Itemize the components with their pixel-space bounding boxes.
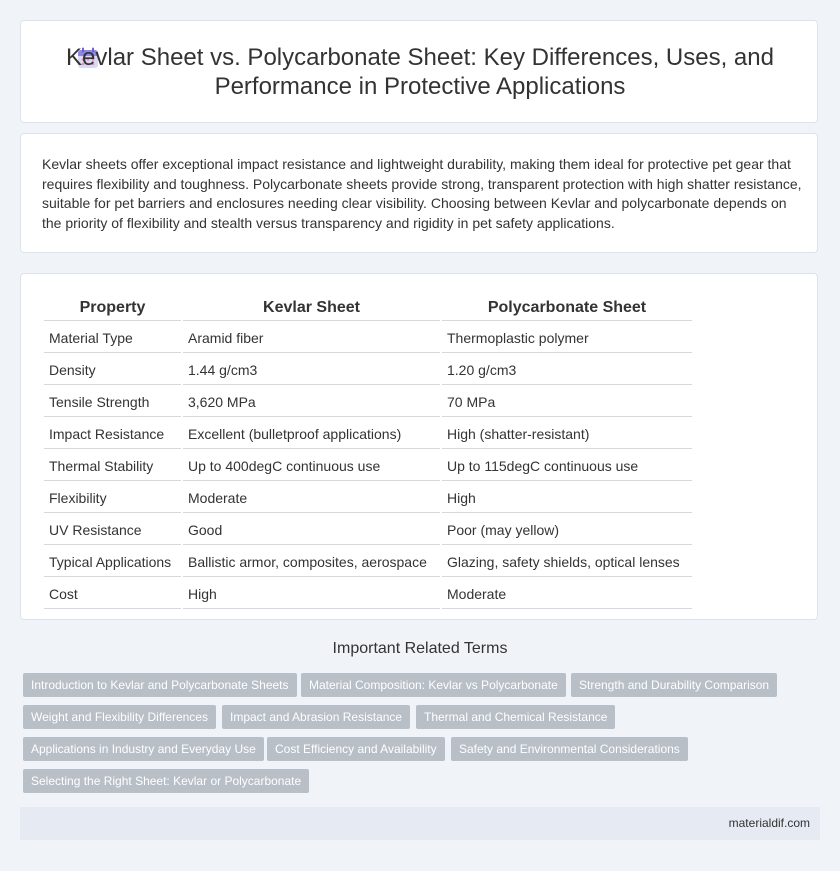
header-kevlar: Kevlar Sheet bbox=[183, 296, 440, 321]
related-tag[interactable]: Strength and Durability Comparison bbox=[571, 673, 777, 697]
intro-paragraph: Kevlar sheets offer exceptional impact resistance and lightweight durability, making them ideal for protective pet gear that requires flexibility and toughness. Polycarbonate sheets provide strong, transparent protection with high shatter resistance, suitable for pet barriers and enclosures needing clear visibility. Choosing between Kevlar and polycarbonate depends on the priority of flexibility and stealth versus transparency and rigidity in pet safety applications. bbox=[42, 156, 802, 231]
table-row bbox=[44, 515, 692, 545]
cell-kevlar: Ballistic armor, composites, aerospace bbox=[183, 547, 440, 577]
cell-property: Material Type bbox=[44, 323, 181, 353]
cell-kevlar: High bbox=[183, 579, 440, 609]
cell-polycarbonate: Poor (may yellow) bbox=[442, 515, 692, 545]
related-tag[interactable]: Material Composition: Kevlar vs Polycarbonate bbox=[301, 673, 566, 697]
cell-property: Cost bbox=[44, 579, 181, 609]
cell-kevlar: Excellent (bulletproof applications) bbox=[183, 419, 440, 449]
cell-polycarbonate: Thermoplastic polymer bbox=[442, 323, 692, 353]
related-tag[interactable]: Cost Efficiency and Availability bbox=[267, 737, 445, 761]
footer bbox=[20, 807, 820, 840]
cell-property: Tensile Strength bbox=[44, 387, 181, 417]
table-header-row bbox=[44, 296, 692, 321]
header-property: Property bbox=[44, 296, 181, 321]
cell-property: Density bbox=[44, 355, 181, 385]
header-polycarbonate: Polycarbonate Sheet bbox=[442, 296, 692, 321]
related-tag[interactable]: Introduction to Kevlar and Polycarbonate Sheets bbox=[23, 673, 297, 697]
cell-polycarbonate: Moderate bbox=[442, 579, 692, 609]
related-tag[interactable]: Selecting the Right Sheet: Kevlar or Polycarbonate bbox=[23, 769, 309, 793]
cell-polycarbonate: Up to 115degC continuous use bbox=[442, 451, 692, 481]
related-tag[interactable]: Safety and Environmental Considerations bbox=[451, 737, 688, 761]
related-tag[interactable]: Weight and Flexibility Differences bbox=[23, 705, 216, 729]
table-row bbox=[44, 451, 692, 481]
cell-kevlar: Aramid fiber bbox=[183, 323, 440, 353]
cell-property: Typical Applications bbox=[44, 547, 181, 577]
cell-polycarbonate: High (shatter-resistant) bbox=[442, 419, 692, 449]
related-tag[interactable]: Impact and Abrasion Resistance bbox=[222, 705, 410, 729]
table-row bbox=[44, 483, 692, 513]
related-tag[interactable]: Applications in Industry and Everyday Use bbox=[23, 737, 264, 761]
footer-site-link[interactable]: materialdif.com bbox=[728, 816, 810, 830]
comparison-table bbox=[42, 294, 694, 611]
cell-polycarbonate: 70 MPa bbox=[442, 387, 692, 417]
comparison-card bbox=[20, 273, 818, 620]
page-title: Kevlar Sheet vs. Polycarbonate Sheet: Key Differences, Uses, and Performance in Protective Applications bbox=[66, 44, 774, 100]
table-row bbox=[44, 323, 692, 353]
cell-polycarbonate: High bbox=[442, 483, 692, 513]
related-terms-heading: Important Related Terms bbox=[332, 640, 508, 657]
table-row bbox=[44, 579, 692, 609]
title-card bbox=[20, 20, 818, 123]
cell-kevlar: 1.44 g/cm3 bbox=[183, 355, 440, 385]
intro-card bbox=[20, 133, 818, 253]
cell-kevlar: Good bbox=[183, 515, 440, 545]
cell-property: Flexibility bbox=[44, 483, 181, 513]
cell-kevlar: Moderate bbox=[183, 483, 440, 513]
cell-kevlar: Up to 400degC continuous use bbox=[183, 451, 440, 481]
table-row bbox=[44, 419, 692, 449]
table-row bbox=[44, 355, 692, 385]
cell-polycarbonate: Glazing, safety shields, optical lenses bbox=[442, 547, 692, 577]
table-row bbox=[44, 387, 692, 417]
cell-property: UV Resistance bbox=[44, 515, 181, 545]
cell-property: Impact Resistance bbox=[44, 419, 181, 449]
cell-kevlar: 3,620 MPa bbox=[183, 387, 440, 417]
cell-property: Thermal Stability bbox=[44, 451, 181, 481]
table-row bbox=[44, 547, 692, 577]
cell-polycarbonate: 1.20 g/cm3 bbox=[442, 355, 692, 385]
related-tag[interactable]: Thermal and Chemical Resistance bbox=[416, 705, 615, 729]
